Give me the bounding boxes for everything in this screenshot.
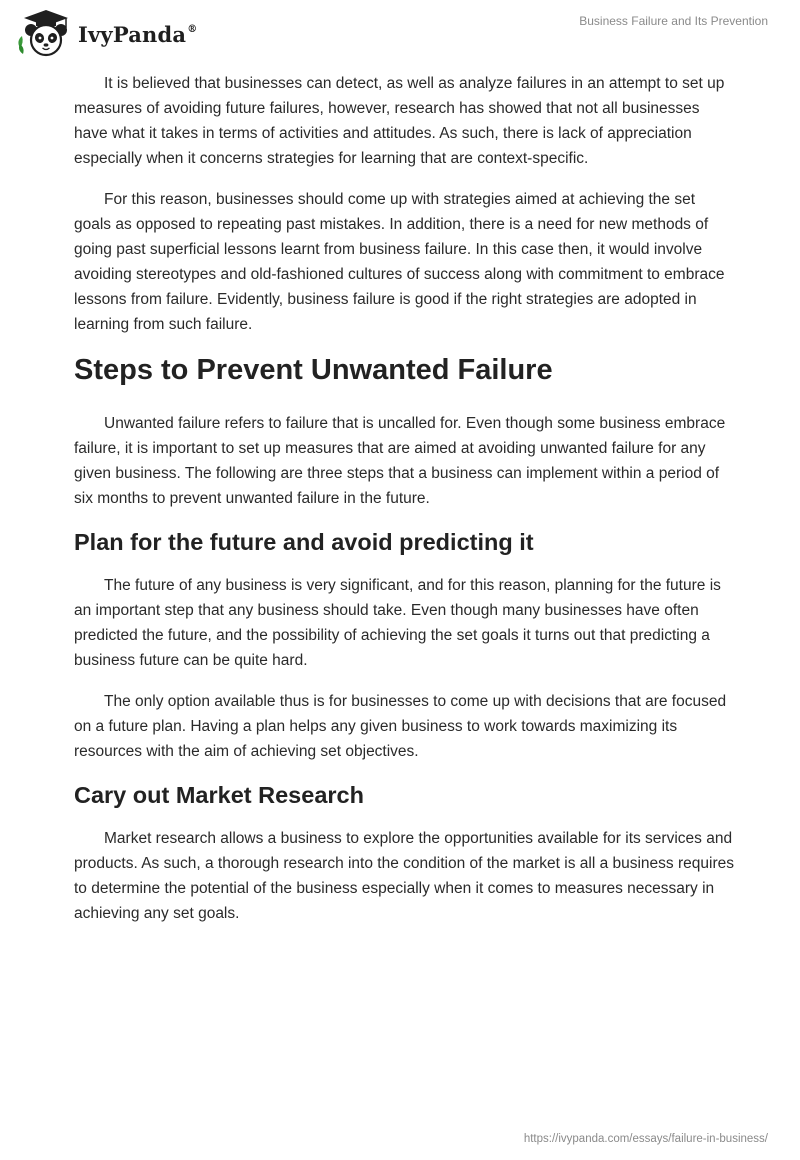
source-url[interactable]: https://ivypanda.com/essays/failure-in-business/ (523, 1133, 768, 1145)
panda-graduation-cap-icon (14, 8, 74, 58)
subsection-heading: Plan for the future and avoid predicting it (74, 529, 534, 555)
subsection-heading: Cary out Market Research (74, 782, 364, 808)
page-header (0, 0, 800, 64)
paragraph: Market research allows a business to explore the opportunities available for its services and products. As such, a thorough research into the condition of the market is all a business requires to determine the potential of the business especially when it comes to measures necessary in achieving any set goals. (74, 830, 734, 922)
registered-mark: ® (187, 23, 198, 35)
ivypanda-logo[interactable] (14, 8, 197, 58)
section-heading: Steps to Prevent Unwanted Failure (74, 354, 553, 386)
paragraph: The only option available thus is for businesses to come up with decisions that are focused on a future plan. Having a plan helps any given business to work towards maximizing its resources with the aim of achieving set objectives. (74, 693, 727, 760)
essay-content (74, 71, 734, 942)
paragraph: Unwanted failure refers to failure that is uncalled for. Even though some business embrace failure, it is important to set up measures that are aimed at avoiding unwanted failure for any given business. The following are three steps that a business can implement within a period of six months to prevent unwanted failure in the future. (74, 415, 726, 507)
paragraph: It is believed that businesses can detect, as well as analyze failures in an attempt to set up measures of avoiding future failures, however, research has showed that not all businesses have what it takes in terms of activities and attitudes. As such, there is lack of appreciation especially when it concerns strategies for learning that are context-specific. (74, 75, 725, 167)
paragraph: The future of any business is very significant, and for this reason, planning for the future is an important step that any business should take. Even though many businesses have often predicted the future, and the possibility of achieving the set goals it turns out that predicting a business future can be quite hard. (74, 577, 721, 669)
logo-text: IvyPanda (78, 21, 187, 47)
paragraph: For this reason, businesses should come up with strategies aimed at achieving the set goals as opposed to repeating past mistakes. In addition, there is a need for new methods of going past superficial lessons learnt from business failure. In this case then, it would involve avoiding stereotypes and old-fashioned cultures of success along with commitment to embrace lessons from failure. Evidently, business failure is good if the right strategies are adopted in learning from such failure. (74, 191, 725, 333)
document-running-title: Business Failure and Its Prevention (579, 14, 768, 28)
logo-wordmark (78, 22, 197, 47)
